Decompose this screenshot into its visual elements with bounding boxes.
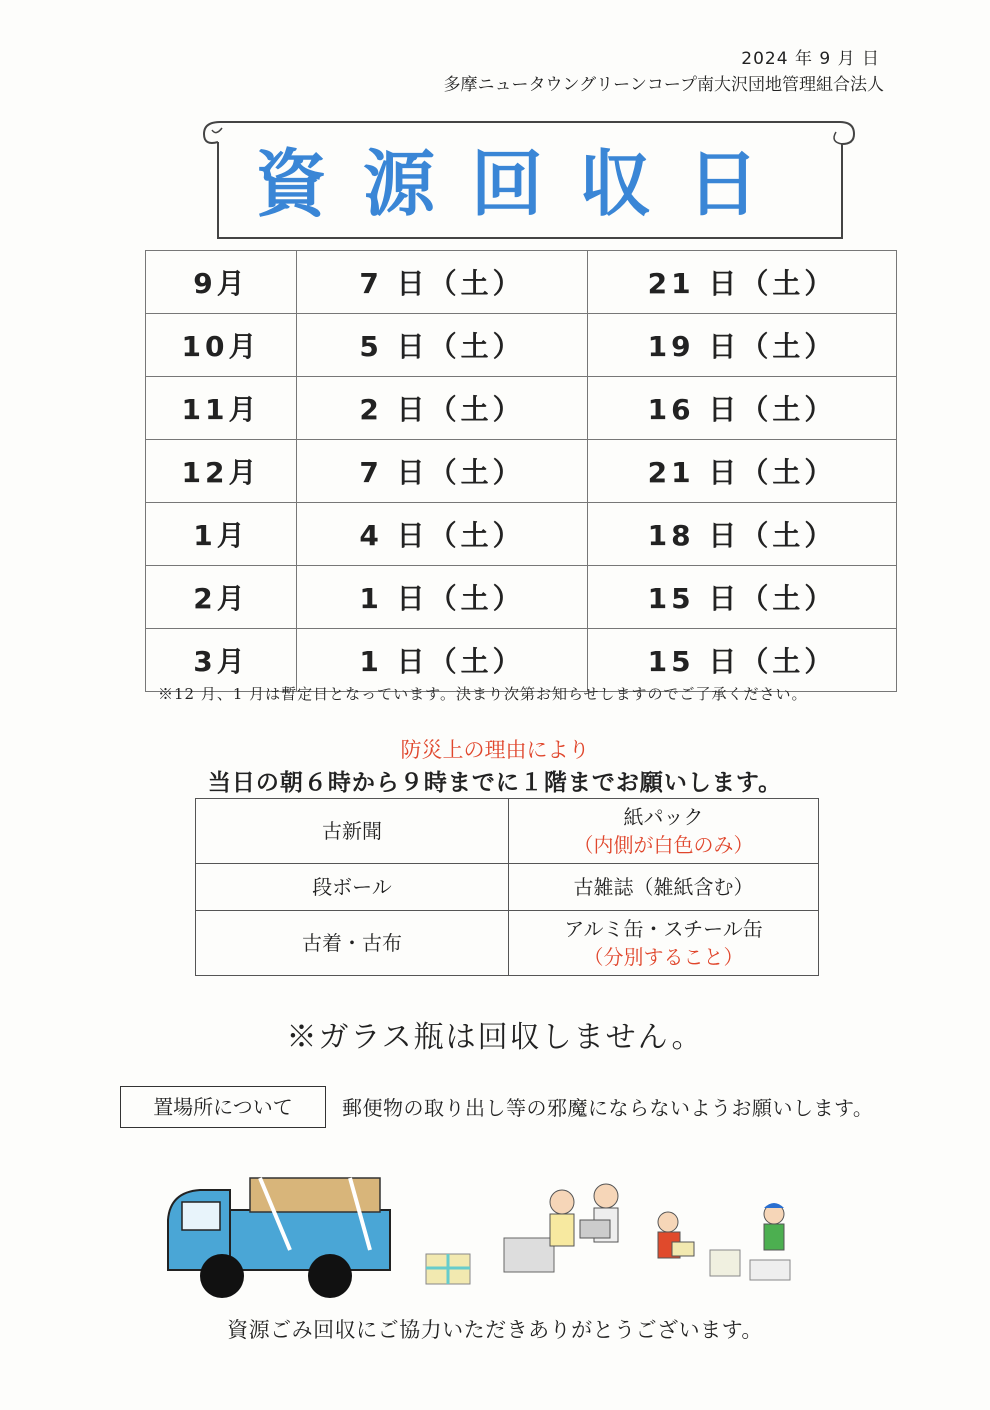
schedule-row [146, 251, 897, 314]
item-right-cell [509, 864, 819, 911]
first-date-cell: 7 日（土） [297, 251, 588, 314]
schedule-row [146, 314, 897, 377]
instruction-text: 当日の朝６時から９時までに１階までお願いします。 [207, 770, 783, 796]
truck-icon [160, 1170, 400, 1300]
organization-name: 多摩ニュータウングリーンコープ南大沢団地管理組合法人 [443, 75, 884, 95]
title-banner [190, 112, 860, 252]
month-cell: 3月 [146, 629, 297, 692]
thanks-message: 資源ごみ回収にご協力いただきありがとうございます。 [227, 1318, 763, 1342]
schedule-table [145, 250, 897, 692]
month-cell: 1月 [146, 503, 297, 566]
item-right-note: （分別すること） [583, 945, 744, 969]
bundle-icon [420, 1240, 480, 1290]
month-cell: 10月 [146, 314, 297, 377]
first-date-cell: 1 日（土） [297, 629, 588, 692]
item-row [196, 911, 819, 976]
item-left-cell: 段ボール [196, 864, 509, 911]
month-cell: 9月 [146, 251, 297, 314]
page-title: 資源回収日 [254, 142, 795, 226]
first-date-cell: 4 日（土） [297, 503, 588, 566]
item-right-note: （内側が白色のみ） [573, 833, 754, 857]
schedule-row [146, 377, 897, 440]
item-right-cell [509, 799, 819, 864]
placement-label: 置場所について [120, 1086, 326, 1128]
month-cell: 2月 [146, 566, 297, 629]
first-date-cell: 2 日（土） [297, 377, 588, 440]
placement-text: 郵便物の取り出し等の邪魔にならないようお願いします。 [342, 1096, 874, 1120]
first-date-cell: 5 日（土） [297, 314, 588, 377]
schedule-row [146, 503, 897, 566]
second-date-cell: 19 日（土） [588, 314, 897, 377]
schedule-row [146, 440, 897, 503]
item-right-label: 古雑誌（雑紙含む） [573, 875, 754, 899]
second-date-cell: 18 日（土） [588, 503, 897, 566]
item-left-cell: 古着・古布 [196, 911, 509, 976]
item-right-label: アルミ缶・スチール缶 [564, 917, 763, 941]
second-date-cell: 21 日（土） [588, 440, 897, 503]
month-cell: 11月 [146, 377, 297, 440]
children-collecting-icon [650, 1200, 800, 1290]
item-right-label: 紙パック [623, 805, 704, 829]
item-right-cell [509, 911, 819, 976]
first-date-cell: 1 日（土） [297, 566, 588, 629]
reason-heading: 防災上の理由により [400, 738, 590, 762]
item-row [196, 864, 819, 911]
first-date-cell: 7 日（土） [297, 440, 588, 503]
children-carrying-paper-icon [500, 1180, 640, 1280]
second-date-cell: 21 日（土） [588, 251, 897, 314]
glass-note: ※ガラス瓶は回収しません。 [286, 1020, 704, 1055]
item-row [196, 799, 819, 864]
document-date: 2024 年 9 月 日 [741, 49, 880, 69]
schedule-note: ※12 月、1 月は暫定日となっています。決まり次第お知らせしますのでご了承ください。 [158, 685, 808, 703]
month-cell: 12月 [146, 440, 297, 503]
items-table [195, 798, 819, 976]
second-date-cell: 15 日（土） [588, 566, 897, 629]
schedule-row [146, 566, 897, 629]
second-date-cell: 16 日（土） [588, 377, 897, 440]
item-left-cell: 古新聞 [196, 799, 509, 864]
second-date-cell: 15 日（土） [588, 629, 897, 692]
